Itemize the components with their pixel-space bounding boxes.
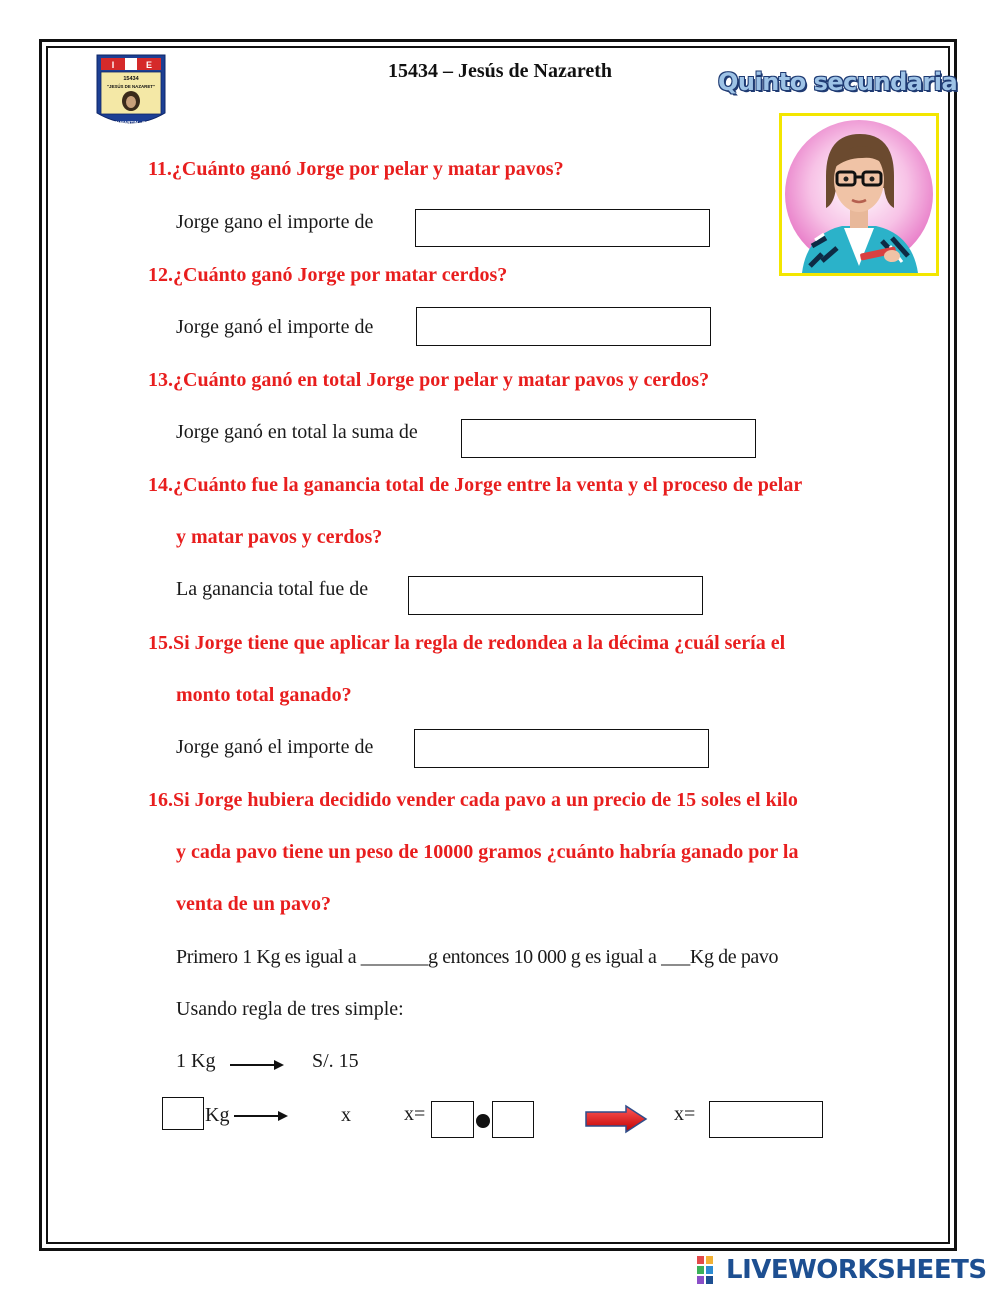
question-13 xyxy=(148,369,709,392)
arrow-right-icon xyxy=(232,1109,290,1123)
work-line-conversion: Primero 1 Kg es igual a _______g entonces 10 000 g es igual a ___Kg de pavo xyxy=(176,946,779,968)
answer-11-label: Jorge gano el importe de xyxy=(176,211,374,233)
grade-title: Quinto secundaria xyxy=(718,68,958,96)
question-15 xyxy=(148,632,785,655)
answer-11-input[interactable] xyxy=(415,209,710,247)
result-label: x= xyxy=(674,1103,696,1125)
question-15-text-line2: monto total ganado? xyxy=(176,684,352,706)
question-14-text-line2: y matar pavos y cerdos? xyxy=(176,526,383,548)
question-11-text: ¿Cuánto ganó Jorge por pelar y matar pavos? xyxy=(171,158,564,180)
logo-text-name: "JESÚS DE NAZARET" xyxy=(106,84,156,89)
answer-14-input[interactable] xyxy=(408,576,703,615)
work-line-rule: Usando regla de tres simple: xyxy=(176,998,404,1020)
answer-15-label: Jorge ganó el importe de xyxy=(176,736,374,758)
svg-text:I: I xyxy=(111,60,115,70)
rule-left-1: 1 Kg xyxy=(176,1050,216,1072)
kg-input[interactable] xyxy=(162,1097,204,1130)
liveworksheets-logo-icon xyxy=(697,1256,723,1284)
answer-14-label: La ganancia total fue de xyxy=(176,578,369,600)
answer-13-label: Jorge ganó en total la suma de xyxy=(176,421,418,443)
factor-1-input[interactable] xyxy=(431,1101,474,1138)
multiply-dot-icon xyxy=(476,1114,490,1128)
question-12-number: 12. xyxy=(148,264,173,286)
question-12-text: ¿Cuánto ganó Jorge por matar cerdos? xyxy=(173,264,508,286)
question-14-number: 14. xyxy=(148,474,173,496)
answer-12-label: Jorge ganó el importe de xyxy=(176,316,374,338)
question-14 xyxy=(148,474,802,497)
svg-text:E: E xyxy=(145,60,153,70)
question-16-text-line1: Si Jorge hubiera decidido vender cada pavo a un precio de 15 soles el kilo xyxy=(173,789,798,811)
answer-13-input[interactable] xyxy=(461,419,756,458)
question-13-text: ¿Cuánto ganó en total Jorge por pelar y matar pavos y cerdos? xyxy=(173,369,710,391)
answer-15-input[interactable] xyxy=(414,729,709,768)
logo-text-place: SAN MARTIN - C.P.3 xyxy=(109,120,153,125)
question-13-number: 13. xyxy=(148,369,173,391)
equation-label: x= xyxy=(404,1103,426,1125)
question-14-text-line1: ¿Cuánto fue la ganancia total de Jorge entre la venta y el proceso de pelar xyxy=(173,474,803,496)
liveworksheets-brand[interactable]: LIVEWORKSHEETS xyxy=(726,1255,987,1285)
question-16-text-line3: venta de un pavo? xyxy=(176,893,332,915)
factor-2-input[interactable] xyxy=(492,1101,534,1138)
rule-right-2: x xyxy=(341,1104,351,1126)
question-15-text-line1: Si Jorge tiene que aplicar la regla de redondea a la décima ¿cuál sería el xyxy=(173,632,786,654)
logo-text-number: 15434 xyxy=(123,76,139,82)
question-16 xyxy=(148,789,798,812)
school-title: 15434 – Jesús de Nazareth xyxy=(387,60,613,82)
question-15-number: 15. xyxy=(148,632,173,654)
question-11 xyxy=(148,158,564,181)
question-16-text-line2: y cada pavo tiene un peso de 10000 gramos ¿cuánto habría ganado por la xyxy=(176,841,799,863)
teacher-avatar xyxy=(779,113,939,276)
answer-12-input[interactable] xyxy=(416,307,711,346)
question-11-number: 11. xyxy=(148,158,172,180)
question-16-number: 16. xyxy=(148,789,173,811)
arrow-right-icon xyxy=(228,1058,286,1072)
rule-unit-2: Kg xyxy=(205,1104,230,1126)
red-arrow-icon xyxy=(584,1104,648,1134)
question-12 xyxy=(148,264,507,287)
result-input[interactable] xyxy=(709,1101,823,1138)
rule-right-1: S/. 15 xyxy=(312,1050,359,1072)
